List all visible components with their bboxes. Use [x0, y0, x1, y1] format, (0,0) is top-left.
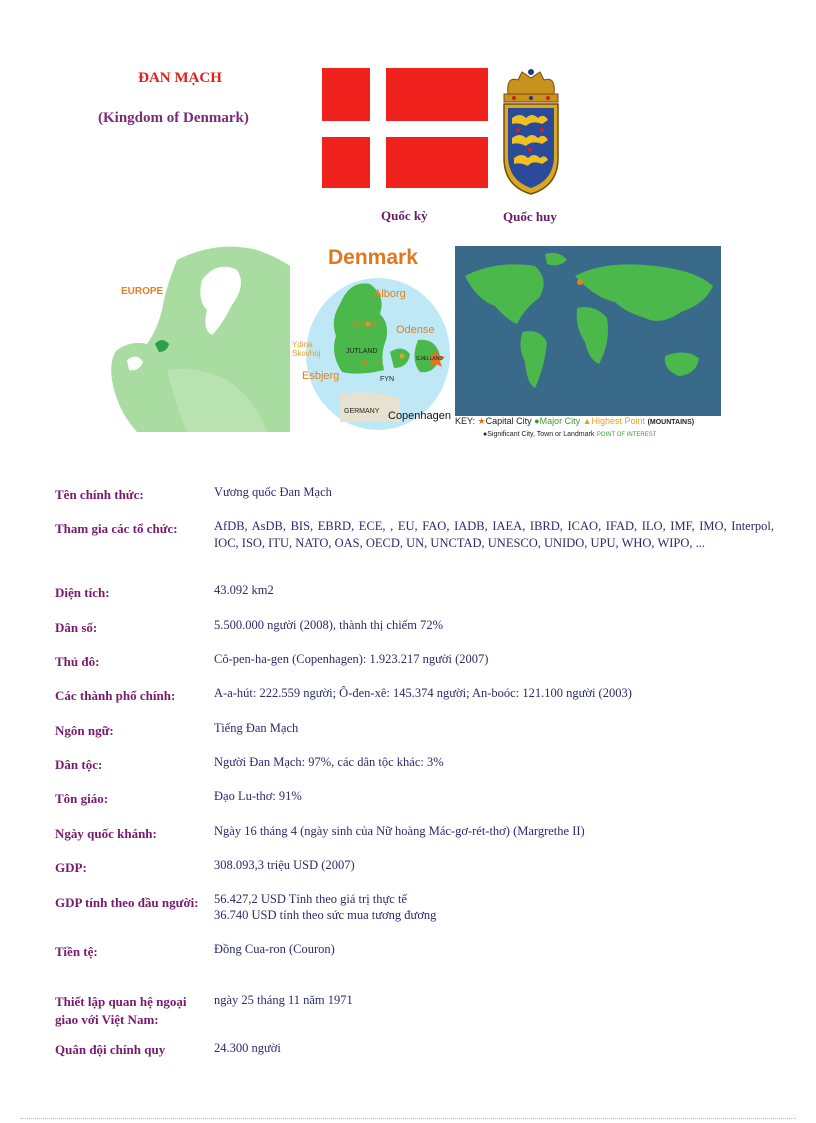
europe-map — [107, 240, 307, 432]
page-bottom-divider — [20, 1118, 796, 1119]
legend-poi: POINT OF INTEREST — [596, 432, 657, 438]
fact-label-military: Quân đội chính quy — [55, 1042, 166, 1057]
city-label-odense: Odense — [396, 324, 435, 336]
fact-value-organizations: AfDB, AsDB, BIS, EBRD, ECE, , EU, FAO, IADB, IAEA, IBRD, ICAO, IFAD, ILO, IMF, IMO, Interpol, IOC, ISO, ITU, NATO, OAS, OECD, UN, UNCTAD, UNESCO, UNIDO, UPU, WHO, WIPO, ... — [214, 519, 774, 550]
europe-label: EUROPE — [121, 286, 164, 297]
fact-label-national-day: Ngày quốc khánh: — [55, 826, 157, 841]
fact-label-area: Diện tích: — [55, 585, 110, 600]
country-label-germany: GERMANY — [344, 408, 380, 415]
fact-value-capital: Cô-pen-ha-gen (Copenhagen): 1.923.217 người (2007) — [214, 652, 489, 666]
denmark-map — [290, 244, 454, 432]
fact-value-population: 5.500.000 người (2008), thành thị chiếm 72% — [214, 618, 443, 632]
world-map-graphic — [455, 246, 721, 416]
europe-map-graphic — [107, 240, 307, 432]
fact-value-gdp: 308.093,3 triệu USD (2007) — [214, 858, 355, 872]
region-label-jutland: JUTLAND — [346, 348, 378, 355]
fact-value-gdp-per-capita-nominal: 56.427,2 USD Tính theo giá trị thực tế — [214, 892, 407, 906]
flag-cross-horizontal — [322, 121, 488, 137]
significant-dot-icon: ● — [483, 431, 488, 438]
fact-value-currency: Đồng Cua-ron (Couron) — [214, 942, 335, 956]
world-map — [455, 246, 721, 442]
map-legend — [455, 416, 721, 441]
fact-label-currency: Tiền tệ: — [55, 944, 98, 959]
fact-label-ethnicity: Dân tộc: — [55, 757, 103, 772]
flag-caption: Quốc kỳ — [381, 208, 428, 223]
fact-value-religion: Đạo Lu-thơ: 91% — [214, 789, 302, 803]
city-label-alborg: Alborg — [374, 288, 406, 300]
fact-label-population: Dân số: — [55, 620, 98, 635]
page-subtitle: (Kingdom of Denmark) — [98, 110, 249, 126]
legend-highest-point: Highest Point — [591, 416, 646, 426]
fact-value-ethnicity: Người Đan Mạch: 97%, các dân tộc khác: 3% — [214, 755, 444, 769]
fact-label-diplomatic-relations: Thiết lập quan hệ ngoại giao với Việt Nam: — [55, 994, 187, 1027]
region-label-fyn: FYN — [380, 376, 394, 383]
fact-label-gdp: GDP: — [55, 860, 87, 875]
city-label-arhus: Arhus — [352, 320, 379, 331]
legend-major-city: Major City — [539, 416, 581, 426]
denmark-flag — [322, 68, 488, 188]
fact-value-language: Tiếng Đan Mạch — [214, 721, 299, 735]
fact-value-area: 43.092 km2 — [214, 583, 274, 597]
fact-value-gdp-per-capita-ppp: 36.740 USD tính theo sức mua tương đương — [214, 908, 437, 922]
coat-of-arms-icon — [498, 66, 564, 196]
fact-label-capital: Thủ đô: — [55, 654, 100, 669]
page-title: ĐAN MẠCH — [138, 70, 222, 86]
city-label-ydina-skovhoj: Ydina Skovhoj — [292, 340, 321, 358]
legend-capital: Capital City — [485, 416, 532, 426]
legend-significant: Significant City, Town or Landmark — [487, 431, 595, 438]
fact-value-official-name: Vương quốc Đan Mạch — [214, 485, 332, 499]
emblem-caption: Quốc huy — [503, 209, 557, 224]
city-label-vejle: Vejle — [360, 358, 380, 368]
city-label-esbjerg: Esbjerg — [302, 370, 340, 382]
fact-label-gdp-per-capita: GDP tính theo đầu người: — [55, 895, 199, 910]
fact-label-language: Ngôn ngữ: — [55, 723, 114, 738]
fact-label-religion: Tôn giáo: — [55, 791, 109, 806]
fact-label-organizations: Tham gia các tổ chức: — [55, 521, 178, 536]
fact-value-major-cities: A-a-hút: 222.559 người; Ô-đen-xê: 145.374 người; An-boóc: 121.100 người (2003) — [214, 686, 632, 700]
denmark-map-graphic — [290, 244, 454, 432]
region-label-sjaelland: SJÆLLAND — [416, 356, 443, 362]
fact-label-official-name: Tên chính thức: — [55, 487, 144, 502]
capital-star-icon: ★ — [477, 416, 486, 426]
legend-key-label: KEY: — [455, 416, 476, 426]
highest-point-triangle-icon: ▲ — [582, 416, 592, 426]
fact-value-national-day: Ngày 16 tháng 4 (ngày sinh của Nữ hoàng Mác-gơ-rét-thơ) (Margrethe II) — [214, 824, 585, 838]
fact-value-diplomatic-relations: ngày 25 tháng 11 năm 1971 — [214, 993, 353, 1007]
city-label-copenhagen: Copenhagen — [388, 410, 452, 422]
denmark-map-title: Denmark — [328, 246, 418, 269]
fact-label-major-cities: Các thành phố chính: — [55, 688, 176, 703]
major-city-dot-icon: ● — [534, 416, 540, 426]
legend-mountains: (MOUNTAINS) — [647, 419, 695, 426]
fact-value-military: 24.300 người — [214, 1041, 281, 1055]
